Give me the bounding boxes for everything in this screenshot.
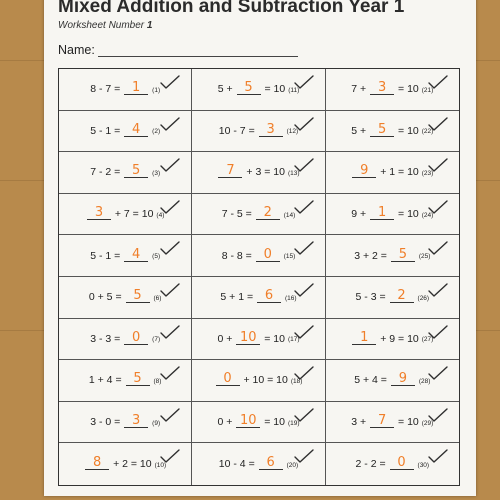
checkmark-icon: [293, 240, 315, 256]
problem-text-before: 7 +: [351, 83, 367, 96]
checkmark-icon: [293, 282, 315, 298]
checkmark-icon: [293, 199, 315, 215]
problem-text-before: 5 +: [217, 83, 233, 96]
answer-blank[interactable]: 5: [126, 372, 150, 386]
answer-blank[interactable]: 5: [370, 123, 394, 137]
problem-number: (26): [417, 294, 430, 302]
checkmark-icon: [159, 365, 181, 381]
problem-text-before: 5 +: [351, 124, 367, 137]
subtitle-prefix: Worksheet Number: [58, 20, 145, 31]
checkmark-icon: [159, 324, 181, 340]
problem-text-before: 5 - 3 =: [355, 291, 386, 304]
checkmark-icon: [427, 116, 449, 132]
problem-text-before: 0 + 5 =: [88, 291, 122, 304]
problem-cell: [59, 443, 192, 485]
problem-text-after: + 7 = 10: [114, 208, 154, 221]
problem-number: (7): [152, 336, 161, 344]
checkmark-icon: [293, 324, 315, 340]
problem-cell: [59, 235, 192, 277]
problem-text-before: 5 - 1 =: [90, 249, 121, 262]
problem-text-after: = 10: [398, 416, 419, 429]
problem-cell: [326, 360, 459, 402]
problem-text-before: 8 - 7 =: [90, 83, 121, 96]
problem-text-before: 3 + 2 =: [354, 249, 387, 262]
problem-cell: [192, 111, 325, 153]
answer-blank[interactable]: 4: [124, 248, 148, 262]
worksheet-subtitle: [58, 20, 152, 31]
answer-blank[interactable]: 8: [85, 456, 109, 470]
checkmark-icon: [159, 199, 181, 215]
problem-cell: [192, 277, 325, 319]
answer-blank[interactable]: 6: [259, 456, 283, 470]
problem-number: (12): [286, 128, 299, 136]
problem-cell: [59, 69, 192, 111]
problem-cell: [59, 111, 192, 153]
problem-text-after: + 1 = 10: [380, 166, 419, 179]
problem-number: (22): [421, 128, 434, 136]
checkmark-icon: [427, 407, 449, 423]
problem-cell: [326, 152, 459, 194]
problem-number: (3): [152, 169, 161, 177]
problem-cell: [326, 402, 459, 444]
problem-text-after: = 10: [264, 416, 285, 429]
problem-text-after: = 10: [398, 83, 419, 96]
problem-text-before: 3 +: [351, 416, 367, 429]
problem-text-before: 10 - 4 =: [218, 458, 255, 471]
problem-number: (28): [418, 377, 431, 385]
answer-blank[interactable]: 0: [124, 331, 148, 345]
problem-cell: [192, 152, 325, 194]
checkmark-icon: [427, 240, 449, 256]
problem-number: (17): [287, 336, 300, 344]
problem-cell: [326, 194, 459, 236]
problem-number: (24): [421, 211, 434, 219]
checkmark-icon: [427, 365, 449, 381]
worksheet-paper: [44, 0, 476, 496]
problem-cell: [192, 360, 325, 402]
problem-number: (19): [287, 419, 300, 427]
problem-text-before: 9 +: [351, 208, 367, 221]
problem-text-before: 10 - 7 =: [218, 124, 255, 137]
answer-blank[interactable]: 5: [391, 248, 415, 262]
problem-cell: [192, 319, 325, 361]
problem-text-before: 8 - 8 =: [221, 249, 252, 262]
problem-cell: [326, 443, 459, 485]
problem-text-after: = 10: [264, 332, 285, 345]
problem-text-after: + 10 = 10: [243, 374, 288, 387]
problem-number: (13): [287, 169, 300, 177]
problem-text-after: + 9 = 10: [380, 332, 419, 345]
problem-cell: [59, 319, 192, 361]
problem-number: (4): [156, 211, 165, 219]
problem-cell: [59, 194, 192, 236]
answer-blank[interactable]: 1: [352, 331, 376, 345]
problem-number: (10): [154, 461, 167, 469]
answer-blank[interactable]: 0: [256, 248, 280, 262]
answer-blank[interactable]: 3: [87, 206, 111, 220]
problem-number: (18): [290, 377, 303, 385]
problem-cell: [192, 235, 325, 277]
problem-text-before: 5 + 4 =: [354, 374, 387, 387]
problem-text-before: 1 + 4 =: [88, 374, 122, 387]
checkmark-icon: [293, 116, 315, 132]
name-label: Name:: [58, 43, 95, 57]
problem-text-after: + 2 = 10: [113, 458, 152, 471]
problem-cell: [59, 402, 192, 444]
checkmark-icon: [159, 240, 181, 256]
answer-blank[interactable]: 0: [216, 372, 240, 386]
checkmark-icon: [293, 74, 315, 90]
problem-text-before: 5 + 1 =: [220, 291, 254, 304]
problem-text-before: 7 - 5 =: [221, 208, 252, 221]
checkmark-icon: [159, 282, 181, 298]
checkmark-icon: [159, 407, 181, 423]
answer-blank[interactable]: 6: [257, 289, 281, 303]
checkmark-icon: [159, 448, 181, 464]
problem-grid: [58, 68, 460, 486]
answer-blank[interactable]: 1: [370, 206, 394, 220]
problem-text-after: + 3 = 10: [246, 166, 285, 179]
problem-number: (9): [152, 419, 161, 427]
problem-number: (2): [152, 128, 161, 136]
checkmark-icon: [427, 282, 449, 298]
problem-number: (25): [418, 253, 431, 261]
answer-blank[interactable]: 10: [236, 331, 260, 345]
problem-number: (21): [421, 86, 434, 94]
checkmark-icon: [427, 74, 449, 90]
problem-cell: [326, 111, 459, 153]
checkmark-icon: [159, 74, 181, 90]
checkmark-icon: [159, 157, 181, 173]
answer-blank[interactable]: 3: [124, 414, 148, 428]
checkmark-icon: [427, 157, 449, 173]
problem-number: (20): [286, 461, 299, 469]
problem-number: (1): [152, 86, 161, 94]
answer-blank[interactable]: 2: [390, 289, 414, 303]
checkmark-icon: [293, 157, 315, 173]
problem-number: (14): [283, 211, 296, 219]
problem-cell: [192, 443, 325, 485]
problem-cell: [192, 69, 325, 111]
problem-cell: [59, 277, 192, 319]
answer-blank[interactable]: 0: [390, 456, 414, 470]
checkmark-icon: [427, 199, 449, 215]
checkmark-icon: [293, 365, 315, 381]
problem-number: (23): [421, 169, 434, 177]
name-field[interactable]: [98, 56, 298, 57]
answer-blank[interactable]: 5: [124, 164, 148, 178]
worksheet-title: Mixed Addition and Subtraction Year 1: [58, 0, 405, 17]
checkmark-icon: [293, 448, 315, 464]
problem-text-before: 0 +: [217, 416, 233, 429]
problem-number: (5): [152, 253, 161, 261]
checkmark-icon: [159, 116, 181, 132]
answer-blank[interactable]: 2: [256, 206, 280, 220]
problem-text-after: = 10: [398, 208, 419, 221]
answer-blank[interactable]: 5: [126, 289, 150, 303]
problem-text-before: 3 - 3 =: [90, 332, 121, 345]
problem-number: (29): [421, 419, 434, 427]
problem-cell: [326, 235, 459, 277]
problem-cell: [326, 69, 459, 111]
problem-cell: [326, 277, 459, 319]
problem-text-before: 3 - 0 =: [90, 416, 121, 429]
problem-cell: [326, 319, 459, 361]
problem-number: (11): [288, 86, 300, 94]
problem-text-before: 2 - 2 =: [355, 458, 386, 471]
problem-number: (8): [153, 377, 162, 385]
answer-blank[interactable]: 10: [236, 414, 260, 428]
answer-blank[interactable]: 9: [352, 164, 376, 178]
problem-number: (27): [421, 336, 434, 344]
answer-blank[interactable]: 1: [124, 81, 148, 95]
answer-blank[interactable]: 4: [124, 123, 148, 137]
checkmark-icon: [427, 324, 449, 340]
answer-blank[interactable]: 3: [370, 81, 394, 95]
problem-number: (30): [417, 461, 430, 469]
problem-cell: [192, 194, 325, 236]
problem-text-after: = 10: [264, 83, 286, 96]
problem-text-before: 5 - 1 =: [90, 124, 121, 137]
problem-cell: [192, 402, 325, 444]
problem-cell: [59, 360, 192, 402]
answer-blank[interactable]: 5: [237, 81, 261, 95]
problem-number: (6): [153, 294, 162, 302]
checkmark-icon: [427, 448, 449, 464]
answer-blank[interactable]: 7: [370, 414, 394, 428]
problem-number: (15): [283, 253, 296, 261]
problem-text-after: = 10: [398, 124, 419, 137]
checkmark-icon: [293, 407, 315, 423]
problem-number: (16): [285, 294, 297, 302]
answer-blank[interactable]: 3: [259, 123, 283, 137]
problem-text-before: 7 - 2 =: [90, 166, 121, 179]
worksheet-number: 1: [146, 20, 153, 31]
answer-blank[interactable]: 9: [391, 372, 415, 386]
answer-blank[interactable]: 7: [218, 164, 242, 178]
problem-text-before: 0 +: [217, 332, 233, 345]
problem-cell: [59, 152, 192, 194]
